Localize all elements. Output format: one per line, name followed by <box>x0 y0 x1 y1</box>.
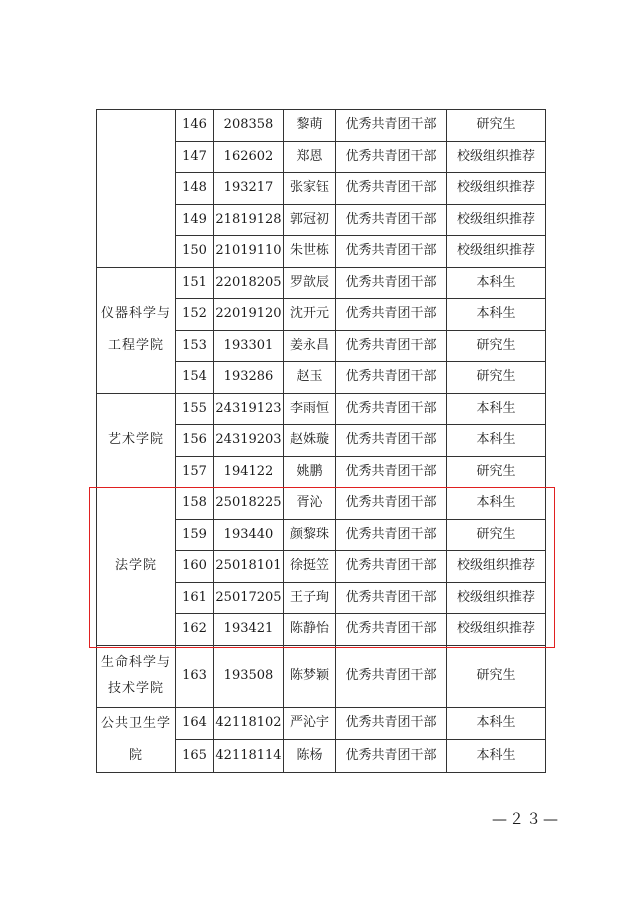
student-name: 李雨恒 <box>284 393 336 425</box>
student-id: 162602 <box>214 141 284 173</box>
row-number: 150 <box>176 236 214 268</box>
award-title: 优秀共青团干部 <box>336 519 447 551</box>
student-category: 研究生 <box>447 519 546 551</box>
student-name: 严沁宇 <box>284 707 336 740</box>
student-category: 校级组织推荐 <box>447 582 546 614</box>
award-title: 优秀共青团干部 <box>336 614 447 646</box>
award-title: 优秀共青团干部 <box>336 645 447 707</box>
student-name: 朱世栋 <box>284 236 336 268</box>
student-category: 校级组织推荐 <box>447 173 546 205</box>
student-name: 胥沁 <box>284 488 336 520</box>
student-id: 24319123 <box>214 393 284 425</box>
student-category: 本科生 <box>447 267 546 299</box>
row-number: 165 <box>176 740 214 773</box>
student-name: 罗歆辰 <box>284 267 336 299</box>
row-number: 154 <box>176 362 214 394</box>
row-number: 160 <box>176 551 214 583</box>
table-row <box>97 267 546 299</box>
row-number: 152 <box>176 299 214 331</box>
award-title: 优秀共青团干部 <box>336 582 447 614</box>
student-id: 193421 <box>214 614 284 646</box>
row-number: 147 <box>176 141 214 173</box>
table-row <box>97 110 546 142</box>
student-id: 193440 <box>214 519 284 551</box>
college-cell: 公共卫生学院 <box>97 707 176 772</box>
student-id: 25017205 <box>214 582 284 614</box>
student-id: 42118114 <box>214 740 284 773</box>
award-title: 优秀共青团干部 <box>336 707 447 740</box>
student-id: 21019110 <box>214 236 284 268</box>
student-category: 校级组织推荐 <box>447 141 546 173</box>
row-number: 151 <box>176 267 214 299</box>
student-id: 193508 <box>214 645 284 707</box>
student-name: 陈梦颖 <box>284 645 336 707</box>
student-id: 25018225 <box>214 488 284 520</box>
student-category: 校级组织推荐 <box>447 204 546 236</box>
student-category: 校级组织推荐 <box>447 236 546 268</box>
student-id: 194122 <box>214 456 284 488</box>
student-id: 22019120 <box>214 299 284 331</box>
college-cell <box>97 110 176 268</box>
student-name: 陈静怡 <box>284 614 336 646</box>
student-name: 姜永昌 <box>284 330 336 362</box>
student-category: 本科生 <box>447 740 546 773</box>
page-number: —２３— <box>492 810 561 828</box>
student-category: 本科生 <box>447 393 546 425</box>
student-id: 193217 <box>214 173 284 205</box>
student-name: 黎萌 <box>284 110 336 142</box>
student-name: 王子珣 <box>284 582 336 614</box>
award-title: 优秀共青团干部 <box>336 299 447 331</box>
row-number: 149 <box>176 204 214 236</box>
award-title: 优秀共青团干部 <box>336 456 447 488</box>
award-title: 优秀共青团干部 <box>336 141 447 173</box>
student-id: 25018101 <box>214 551 284 583</box>
student-id: 208358 <box>214 110 284 142</box>
student-name: 陈杨 <box>284 740 336 773</box>
row-number: 153 <box>176 330 214 362</box>
student-name: 郭冠初 <box>284 204 336 236</box>
award-title: 优秀共青团干部 <box>336 267 447 299</box>
student-category: 本科生 <box>447 488 546 520</box>
college-cell: 艺术学院 <box>97 393 176 488</box>
student-name: 赵姝璇 <box>284 425 336 457</box>
row-number: 155 <box>176 393 214 425</box>
student-name: 颜黎珠 <box>284 519 336 551</box>
student-category: 研究生 <box>447 456 546 488</box>
award-title: 优秀共青团干部 <box>336 110 447 142</box>
row-number: 146 <box>176 110 214 142</box>
award-title: 优秀共青团干部 <box>336 236 447 268</box>
student-name: 沈开元 <box>284 299 336 331</box>
student-id: 42118102 <box>214 707 284 740</box>
award-title: 优秀共青团干部 <box>336 362 447 394</box>
student-id: 193286 <box>214 362 284 394</box>
student-category: 研究生 <box>447 110 546 142</box>
table-row <box>97 645 546 707</box>
row-number: 159 <box>176 519 214 551</box>
student-category: 研究生 <box>447 362 546 394</box>
student-category: 研究生 <box>447 330 546 362</box>
row-number: 156 <box>176 425 214 457</box>
award-title: 优秀共青团干部 <box>336 330 447 362</box>
row-number: 164 <box>176 707 214 740</box>
roster-table <box>96 109 546 773</box>
row-number: 148 <box>176 173 214 205</box>
row-number: 158 <box>176 488 214 520</box>
row-number: 162 <box>176 614 214 646</box>
table-row <box>97 707 546 740</box>
student-id: 21819128 <box>214 204 284 236</box>
student-category: 本科生 <box>447 299 546 331</box>
student-name: 郑恩 <box>284 141 336 173</box>
college-cell: 仪器科学与工程学院 <box>97 267 176 393</box>
student-category: 校级组织推荐 <box>447 551 546 583</box>
award-title: 优秀共青团干部 <box>336 740 447 773</box>
table-row <box>97 393 546 425</box>
award-title: 优秀共青团干部 <box>336 551 447 583</box>
student-name: 徐挺笠 <box>284 551 336 583</box>
student-name: 张家钰 <box>284 173 336 205</box>
student-id: 193301 <box>214 330 284 362</box>
row-number: 161 <box>176 582 214 614</box>
row-number: 157 <box>176 456 214 488</box>
student-category: 校级组织推荐 <box>447 614 546 646</box>
award-title: 优秀共青团干部 <box>336 425 447 457</box>
student-name: 姚鹏 <box>284 456 336 488</box>
student-category: 研究生 <box>447 645 546 707</box>
table-row <box>97 488 546 520</box>
award-title: 优秀共青团干部 <box>336 173 447 205</box>
award-title: 优秀共青团干部 <box>336 204 447 236</box>
row-number: 163 <box>176 645 214 707</box>
award-title: 优秀共青团干部 <box>336 393 447 425</box>
student-name: 赵玉 <box>284 362 336 394</box>
student-id: 22018205 <box>214 267 284 299</box>
student-category: 本科生 <box>447 707 546 740</box>
college-cell: 法学院 <box>97 488 176 646</box>
student-id: 24319203 <box>214 425 284 457</box>
student-category: 本科生 <box>447 425 546 457</box>
award-title: 优秀共青团干部 <box>336 488 447 520</box>
college-cell: 生命科学与技术学院 <box>97 645 176 707</box>
